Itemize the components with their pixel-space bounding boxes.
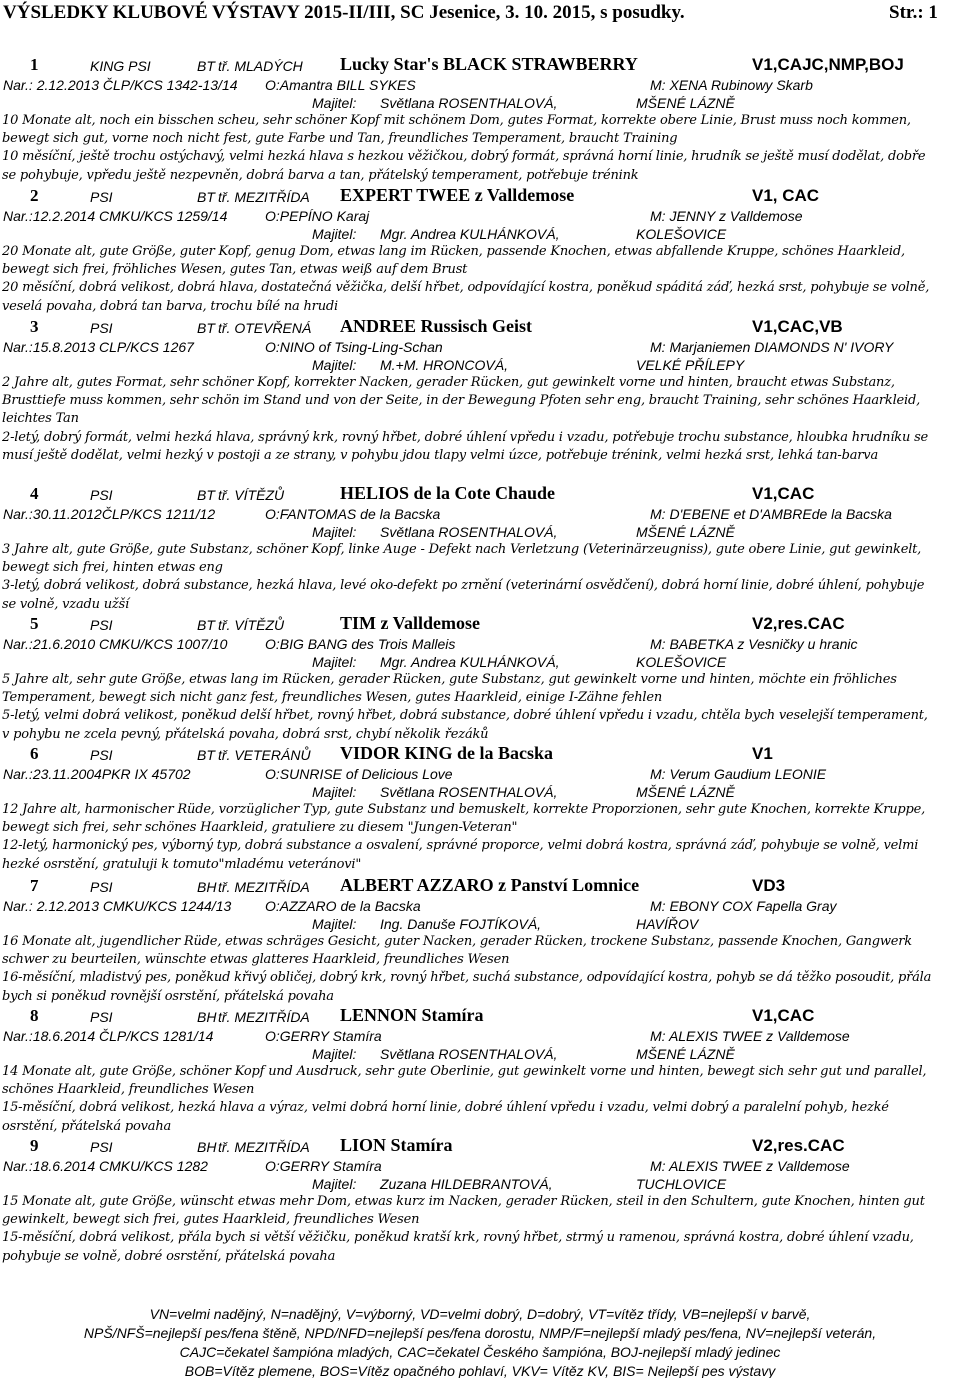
dog-name: ANDREE Russisch Geist [340,316,533,336]
sire-label: O: [265,208,280,224]
pedigree-row [0,338,960,356]
owner-label: Majitel: [312,357,357,373]
owner-name: Světlana ROSENTHALOVÁ, [380,1046,558,1062]
award-grade: V1, CAC [752,186,820,205]
dam-label: M: [650,77,666,93]
sex-label: PSI [90,747,113,763]
dog-name: LION Stamíra [340,1135,453,1155]
dam-label: M: [650,208,666,224]
owner-row [0,225,960,243]
page-header [0,2,960,28]
dam-label: M: [650,636,666,652]
award-grade: V1 [752,744,773,763]
sire [265,77,416,93]
coat-color: BT [197,617,215,633]
dam-label: M: [650,1028,666,1044]
dam-name: D'EBENE et D'AMBREde la Bacska [669,506,892,522]
critique-czech: 15-měsíční, dobrá velikost, přála bych si větší věžičku, poněkud kratší krk, rovný hřbet, strmý u ramenou, správná kostra, dobré úhlení vzadu, pohybuje se volně, dobré osrstění, přátelská povaha [2,1230,914,1264]
entry-title-row [0,1135,960,1157]
dog-name: LENNON Stamíra [340,1005,484,1025]
birth-registration: Nar.:30.11.2012ČLP/KCS 1211/12 [3,506,216,522]
sex-label: KING PSI [90,58,151,74]
sex-label: PSI [90,487,113,503]
dam-label: M: [650,506,666,522]
sire-name: FANTOMAS de la Bacska [279,506,441,522]
sex-label: PSI [90,189,113,205]
owner-place: MŠENÉ LÁZNĚ [636,524,735,540]
critique-german: 14 Monate alt, gute Größe, schöner Kopf und Ausdruck, sehr gute Oberlinie, gut gewinkelt vorne und hinten, bewegt sich sehr gut und parallel, schönes Haarkleid, freundliches Wesen [2,1064,927,1098]
legend-line: NPŠ/NFŠ=nejlepší pes/fena štěně, NPD/NFD=nejlepší pes/fena dorostu, NMP/F=nejlepší mladý pes/fena, NV=nejlepší veterán, [83,1325,877,1341]
sire [265,506,440,522]
sire-name: GERRY Stamíra [279,1028,382,1044]
dog-name: TIM z Valldemose [340,613,481,633]
sire-label: O: [265,1028,280,1044]
owner-name: Světlana ROSENTHALOVÁ, [380,95,558,111]
show-class: tř. VÍTĚZŮ [218,617,285,633]
sire-name: AZZARO de la Bacska [279,898,421,914]
owner-row [0,653,960,671]
owner-row [0,915,960,933]
birth-registration: Nar.:21.6.2010 CMKU/KCS 1007/10 [3,636,228,652]
owner-name: Ing. Danuše FOJTÍKOVÁ, [380,916,542,932]
birth-registration: Nar.:23.11.2004PKR IX 45702 [3,766,191,782]
catalog-number: 9 [30,1136,39,1155]
birth-registration: Nar.:15.8.2013 CLP/KCS 1267 [3,339,194,355]
catalog-number: 4 [30,484,39,503]
sire-label: O: [265,77,280,93]
critique-german: 10 Monate alt, noch ein bisschen scheu, sehr schöner Kopf mit schönem Dom, gutes Format, korrekte obere Linie, Brust muss noch kommen, bewegt sich gut, vorne noch nicht fest, gute Farbe und Tan, freundliches Temperament, braucht Training [2,113,911,147]
owner-label: Majitel: [312,654,357,670]
dam-label: M: [650,339,666,355]
entry-title-row [0,613,960,635]
sire-name: NINO of Tsing-Ling-Schan [279,339,443,355]
owner-place: KOLEŠOVICE [636,654,727,670]
critique-german: 5 Jahre alt, sehr gute Größe, etwas lang im Rücken, gerader Rücken, gute Substanz, gut gewinkelt vorne und hinten, möchte ein fröhliches Temperament, bewegt sich nicht ganz fest, freundliches Wesen, gutes Haarkleid, einige I-Zähne fehlen [2,672,897,706]
pedigree-row [0,765,960,783]
owner-name: Zuzana HILDEBRANTOVÁ, [380,1176,553,1192]
pedigree-row [0,897,960,915]
dam [650,506,892,522]
sire [265,766,453,782]
owner-label: Majitel: [312,916,357,932]
critique-czech: 12-letý, harmonický pes, výborný typ, dobrá substance a osvalení, správné proporce, velmi dobrá kostra, správná záď, pohybuje se volně, velmi hezké osrstění, gratuluji k tomuto"mladému veteránovi" [2,838,919,872]
dam-label: M: [650,898,666,914]
entry-title-row [0,54,960,76]
owner-label: Majitel: [312,1176,357,1192]
award-grade: V2,res.CAC [752,614,845,633]
dam [650,77,813,93]
dog-entry [0,54,960,185]
sire-name: BIG BANG des Trois Malleis [279,636,456,652]
sire-label: O: [265,1158,280,1174]
critique-german: 20 Monate alt, gute Größe, guter Kopf, genug Dom, etwas lang im Rücken, passende Knochen, etwas abfallende Kruppe, schönes Haarkleid, bewegt sich frei, fröhliches Wesen, gutes Tan, etwas weiß auf dem Brust [2,244,905,278]
critique-czech: 15-měsíční, dobrá velikost, hezká hlava a výraz, velmi dobrá horní linie, dobré úhlení vpředu i vzadu, velmi dobrý a paralelní pohyb, hezké osrstění, přátelská povaha [2,1100,889,1134]
coat-color: BT [197,487,215,503]
owner-row [0,356,960,374]
catalog-number: 6 [30,744,39,763]
birth-registration: Nar.:12.2.2014 CMKU/KCS 1259/14 [3,208,228,224]
dam-name: ALEXIS TWEE z Valldemose [668,1158,850,1174]
dam-name: Marjaniemen DIAMONDS N' IVORY [669,339,894,355]
dog-name: EXPERT TWEE z Valldemose [340,185,575,205]
birth-registration: Nar.:18.6.2014 ČLP/KCS 1281/14 [3,1028,214,1044]
dam [650,1028,850,1044]
coat-color: BT [197,747,215,763]
birth-registration: Nar.:18.6.2014 CMKU/KCS 1282 [3,1158,208,1174]
abbreviation-legend [0,1305,960,1378]
owner-row [0,1175,960,1193]
dam-name: BABETKA z Vesničky u hranic [669,636,858,652]
sire [265,339,443,355]
sire-label: O: [265,339,280,355]
entry-title-row [0,316,960,338]
pedigree-row [0,1027,960,1045]
dam-name: Verum Gaudium LEONIE [669,766,827,782]
sex-label: PSI [90,879,113,895]
critique-german: 15 Monate alt, gute Größe, wünscht etwas mehr Dom, etwas kurz im Nacken, gerader Rücken, steil in den Schultern, gute Knochen, hinten gut gewinkelt, bewegt sich frei, gutes Haarkleid, freundliches Wesen [2,1194,925,1228]
critique-czech: 5-letý, velmi dobrá velikost, poněkud delší hřbet, rovný hřbet, dobrá substance, dobré úhlení vpředu i vzadu, chtěla bych veselejší temperament, v pohybu ne zcela pevný, přátelská povaha, dobrá srst, chybí několik řezáků [2,708,928,742]
owner-label: Majitel: [312,1046,357,1062]
show-class: tř. MEZITŘÍDA [218,1009,310,1025]
dog-name: ALBERT AZZARO z Panství Lomnice [340,875,640,895]
owner-place: HAVÍŘOV [636,916,699,932]
sex-label: PSI [90,617,113,633]
birth-registration: Nar.: 2.12.2013 CMKU/KCS 1244/13 [3,898,232,914]
sire [265,1158,382,1174]
show-class: tř. MEZITŘÍDA [218,189,310,205]
entry-title-row [0,1005,960,1027]
critique-czech: 10 měsíční, ještě trochu ostýchavý, velmi hezká hlava s hezkou věžičkou, dobrý formát, správná horní linie, hrudník se ještě musí dodělat, dobře se pohybuje, vpředu ještě nezpevněn, dobrá barva a tan, přátelský temperament, potřebuje trénink [2,149,926,183]
catalog-number: 1 [30,55,39,74]
owner-place: VELKÉ PŘÍLEPY [636,357,745,373]
award-grade: V1,CAC [752,484,815,503]
owner-row [0,94,960,112]
legend-line: VN=velmi nadějný, N=nadějný, V=výborný, VD=velmi dobrý, D=dobrý, VT=vítěz třídy, VB=nejlepší v barvě, [149,1306,811,1322]
owner-row [0,783,960,801]
catalog-number: 2 [30,186,39,205]
sire-label: O: [265,766,280,782]
dog-name: HELIOS de la Cote Chaude [340,483,556,503]
dam-name: EBONY COX Fapella Gray [669,898,837,914]
sire-label: O: [265,636,280,652]
critique-german: 2 Jahre alt, gutes Format, sehr schöner Kopf, korrekter Nacken, gerader Rücken, gut gewinkelt vorne und hinten, braucht etwas Substanz, Brusttiefe muss kommen, sehr schön im Stand und von der Seite, in der Bewegung Pfoten sehr eng, braucht Training, sehr schönes Haarkleid, leichtes Tan [2,375,921,427]
catalog-number: 8 [30,1006,39,1025]
sire [265,1028,382,1044]
catalog-number: 5 [30,614,39,633]
critique-czech: 2-letý, dobrý formát, velmi hezká hlava, správný krk, rovný hřbet, dobré úhlení vpředu i vzadu, potřebuje trochu substance, hloubka hrudníku se musí ještě dodělat, velmi hezký v postoji a ze strany, v pohybu jdou tlapy velmi úzce, potřebuje trénink, velmi hezká srst, lehká tan-barva [2,429,929,463]
legend-line: CAJC=čekatel šampióna mladých, CAC=čekatel Českého šampióna, BOJ-nejlepší mladý jedinec [179,1344,781,1360]
catalog-number: 3 [30,317,39,336]
dam [650,898,836,914]
dog-entry [0,1135,960,1266]
owner-name: M.+M. HRONCOVÁ, [380,357,508,373]
pedigree-row [0,76,960,94]
sire-name: Amantra BILL SYKES [279,77,416,93]
coat-color: BH [197,1009,217,1025]
dog-entry [0,483,960,614]
owner-place: KOLEŠOVICE [636,226,727,242]
award-grade: V1,CAC [752,1006,815,1025]
owner-label: Majitel: [312,95,357,111]
owner-row [0,1045,960,1063]
dog-entry [0,875,960,1006]
dam-name: JENNY z Valldemose [669,208,803,224]
coat-color: BH [197,1139,217,1155]
entry-title-row [0,743,960,765]
show-class: tř. VETERÁNŮ [218,747,311,763]
coat-color: BT [197,189,215,205]
critique-german: 3 Jahre alt, gute Größe, gute Substanz, schöner Kopf, linke Auge - Defekt nach Verletzung (Veterinärzeugniss), gute obere Linie, gut gewinkelt, bewegt sich frei, hinten etwas eng [2,542,922,576]
sire-name: PEPÍNO Karaj [279,208,370,224]
page-number: Str.: 1 [889,2,938,23]
dam [650,636,858,652]
show-class: tř. OTEVŘENÁ [218,320,312,336]
critique-czech: 16-měsíční, mladistvý pes, poněkud křivý obličej, dobrý krk, rovný hřbet, suchá substance, odpovídající kostra, pohyb se dá těžko posoudit, přála bych si poněkud rovnější osrstění, přátelská povaha [2,970,932,1004]
dam-label: M: [650,766,666,782]
award-grade: V2,res.CAC [752,1136,845,1155]
show-class: tř. VÍTĚZŮ [218,487,285,503]
sex-label: PSI [90,320,113,336]
dam-name: XENA Rubinowy Skarb [669,77,813,93]
owner-name: Světlana ROSENTHALOVÁ, [380,784,558,800]
pedigree-row [0,1157,960,1175]
owner-name: Mgr. Andrea KULHÁNKOVÁ, [380,654,560,670]
award-grade: V1,CAC,VB [752,317,843,336]
sire [265,208,369,224]
owner-place: MŠENÉ LÁZNĚ [636,1046,735,1062]
sire-label: O: [265,506,280,522]
dog-entry [0,316,960,465]
owner-place: MŠENÉ LÁZNĚ [636,784,735,800]
dam [650,339,893,355]
coat-color: BT [197,320,215,336]
sex-label: PSI [90,1139,113,1155]
dam [650,766,826,782]
award-grade: V1,CAJC,NMP,BOJ [752,55,904,74]
entry-title-row [0,185,960,207]
show-class: tř. MEZITŘÍDA [218,1139,310,1155]
critique-czech: 3-letý, dobrá velikost, dobrá substance, hezká hlava, levé oko-defekt po zrnění (veterinární osvědčení), dobrá horní linie, dobré úhlení, pohybuje se volně, vzadu užší [2,578,925,612]
dog-entry [0,613,960,744]
sire [265,636,455,652]
entry-title-row [0,483,960,505]
dog-name: Lucky Star's BLACK STRAWBERRY [340,54,638,74]
dog-entry [0,185,960,316]
critique-czech: 20 měsíční, dobrá velikost, dobrá hlava, dostatečná věžička, delší hřbet, odpovídající kostra, poněkud spáditá záď, hezká srst, pohybuje se volně, veselá povaha, dobrá tan barva, trochu bílé na hrudi [2,280,930,314]
entry-title-row [0,875,960,897]
sire-label: O: [265,898,280,914]
dog-entry [0,743,960,874]
show-class: tř. MLADÝCH [218,58,303,74]
pedigree-row [0,207,960,225]
owner-name: Světlana ROSENTHALOVÁ, [380,524,558,540]
birth-registration: Nar.: 2.12.2013 ČLP/KCS 1342-13/14 [3,77,238,93]
dog-name: VIDOR KING de la Bacska [340,743,554,763]
sex-label: PSI [90,1009,113,1025]
dam-name: ALEXIS TWEE z Valldemose [668,1028,850,1044]
owner-label: Majitel: [312,784,357,800]
sire-name: GERRY Stamíra [279,1158,382,1174]
sire [265,898,421,914]
pedigree-row [0,635,960,653]
owner-label: Majitel: [312,524,357,540]
owner-name: Mgr. Andrea KULHÁNKOVÁ, [380,226,560,242]
award-grade: VD3 [752,876,786,895]
show-class: tř. MEZITŘÍDA [218,879,310,895]
sire-name: SUNRISE of Delicious Love [279,766,453,782]
pedigree-row [0,505,960,523]
owner-place: TUCHLOVICE [636,1176,727,1192]
coat-color: BH [197,879,217,895]
catalog-number: 7 [30,876,39,895]
dam-label: M: [650,1158,666,1174]
coat-color: BT [197,58,215,74]
critique-german: 16 Monate alt, jugendlicher Rüde, etwas schräges Gesicht, guter Nacken, gerader Rücken, trockene Substanz, passende Knochen, Gangwerk schwer zu beurteilen, wünschte etwas glatteres Haarkleid, freundliches Wesen [2,934,912,968]
dam [650,1158,850,1174]
document-title: VÝSLEDKY KLUBOVÉ VÝSTAVY 2015-II/III, SC Jesenice, 3. 10. 2015, s posudky. [3,2,685,23]
owner-place: MŠENÉ LÁZNĚ [636,95,735,111]
legend-line: BOB=Vítěz plemene, BOS=Vítěz opačného pohlaví, VKV= Vítěz KV, BIS= Nejlepší pes výstavy [184,1363,776,1378]
owner-label: Majitel: [312,226,357,242]
dog-entry [0,1005,960,1136]
critique-german: 12 Jahre alt, harmonischer Rüde, vorzüglicher Typ, gute Substanz und bemuskelt, korrekte Proporzionen, sehr gute Knochen, korrekte Kruppe, bewegt sich frei, sehr schönes Haarkleid, gratuliere zu diesem "Jungen-Veteran" [2,802,926,836]
dam [650,208,803,224]
owner-row [0,523,960,541]
